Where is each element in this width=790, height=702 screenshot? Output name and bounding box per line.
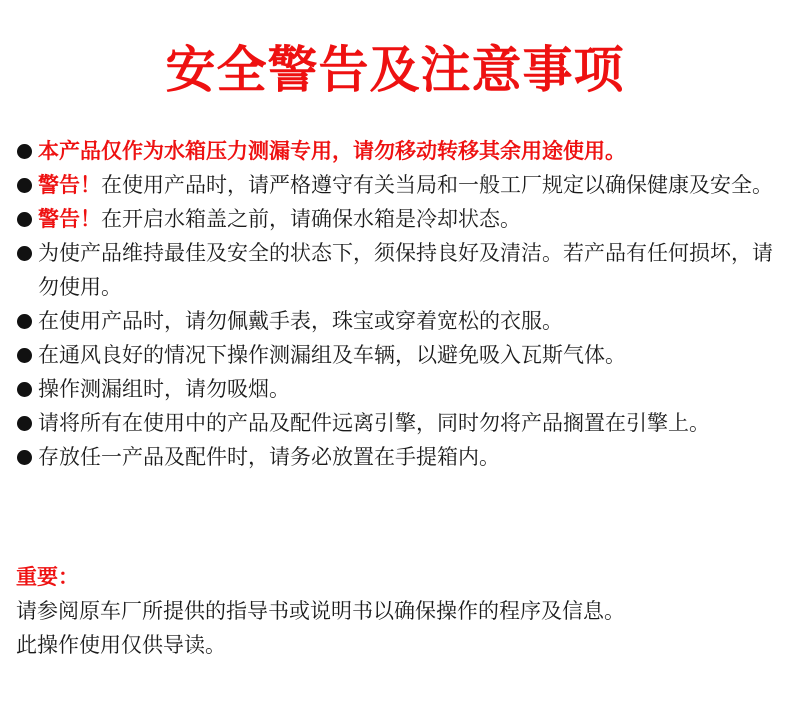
warning-list (16, 134, 786, 474)
item-text: 在使用产品时，请严格遵守有关当局和一般工厂规定以确保健康及安全。 (101, 173, 773, 197)
bullet-icon (17, 212, 32, 227)
list-item (16, 304, 786, 338)
bullet-icon (17, 382, 32, 397)
list-item (16, 202, 786, 236)
important-title: 重要： (16, 565, 79, 589)
warning-label: 警告！ (38, 173, 101, 197)
list-item (16, 338, 786, 372)
bullet-icon (17, 178, 32, 193)
bullet-icon (17, 416, 32, 431)
item-text: 操作测漏组时，请勿吸烟。 (38, 377, 290, 401)
item-text: 为使产品维持最佳及安全的状态下，须保持良好及清洁。若产品有任何损坏，请勿使用。 (38, 241, 773, 299)
list-item (16, 236, 786, 304)
item-text: 在通风良好的情况下操作测漏组及车辆，以避免吸入瓦斯气体。 (38, 343, 626, 367)
important-section (16, 560, 786, 662)
important-line: 请参阅原车厂所提供的指导书或说明书以确保操作的程序及信息。 (16, 599, 625, 623)
item-text: 在使用产品时，请勿佩戴手表，珠宝或穿着宽松的衣服。 (38, 309, 563, 333)
list-item (16, 168, 786, 202)
page-title: 安全警告及注意事项 (165, 41, 625, 99)
bullet-icon (17, 348, 32, 363)
bullet-icon (17, 144, 32, 159)
bullet-icon (17, 314, 32, 329)
list-item (16, 406, 786, 440)
list-item (16, 440, 786, 474)
item-text: 存放任一产品及配件时，请务必放置在手提箱内。 (38, 445, 500, 469)
item-text: 本产品仅作为水箱压力测漏专用，请勿移动转移其余用途使用。 (38, 139, 626, 163)
item-text: 在开启水箱盖之前，请确保水箱是冷却状态。 (101, 207, 521, 231)
list-item (16, 372, 786, 406)
item-text: 请将所有在使用中的产品及配件远离引擎，同时勿将产品搁置在引擎上。 (38, 411, 710, 435)
list-item (16, 134, 786, 168)
bullet-icon (17, 246, 32, 261)
important-line: 此操作使用仅供导读。 (16, 633, 226, 657)
warning-label: 警告！ (38, 207, 101, 231)
bullet-icon (17, 450, 32, 465)
